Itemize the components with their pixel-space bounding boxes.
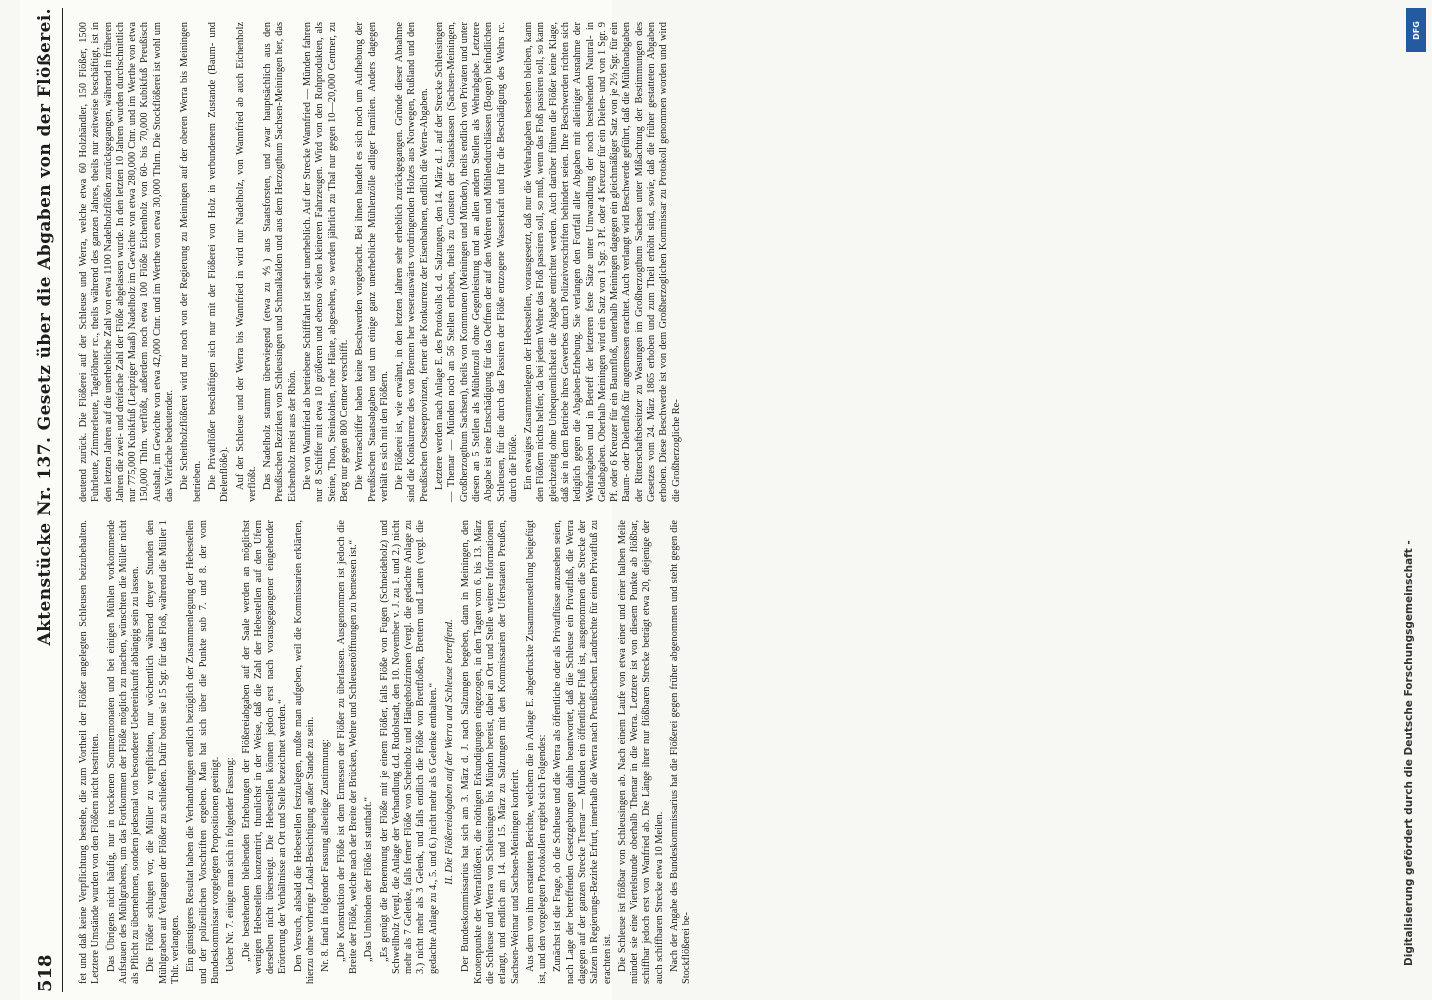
page-number: 518 [34, 954, 56, 992]
left-column-paragraph: Die Schleuse ist flößbar von Schleusingen ab. Nach einem Laufe von etwa einer und einer halben Meile mündet sie eine Viertelstunde oberhalb Themar in die Werra. Letztere ist von diesem Punkte ab flößbar, schiffbar jedoch erst von Wanfried ab. Die Länge ihrer nur flößbaren Strecke beträgt etwa 20, diejenige der auch schiffbaren Strecke etwa 10 Meilen. [616, 520, 665, 984]
right-column-paragraph: Die Scheitholzflößerei wird nur noch von der Regierung zu Meiningen auf der oberen Werra bis Meiningen betrieben. [179, 22, 203, 502]
digitization-credit [1398, 16, 1420, 966]
left-column-paragraph: Die Flößer schlugen vor, die Müller zu verpflichten, nur wöchentlich während dreyer Stunden den Mühlgraben auf Verlangen der Flößer zu schließen. Dafür boten sie 15 Sgr. für das Floß, während die Müller 1 Thlr. verlangten. [145, 520, 182, 984]
right-column-paragraph: Letztere werden nach Anlage E. des Protokolls d. d. Salzungen, den 14. März d. J. auf der Strecke Schleusingen — Themar — Münden noch an 56 Stellen erhoben, theils zu Gunsten der Staatskassen (Sachsen-Meiningen, Großherzogthum Sachsen), theils von Kommunen (Meiningen und Münden), theils endlich von Privaten und unter diesen an 5 Stellen als Mühlenzoll ohne Gegenleistung und an allen andern Stellen als Wehrabgabe. Letztere Abgabe ist eine Entschädigung für das Oeffnen der auf den Wehren und Mühlendurchlässen (Bogen) befindlichen Schleusen, für die durch das Passiren der Flöße entzogene Wasserkraft und für die Beschädigung des Wehrs rc. durch die Flöße. [434, 22, 519, 502]
right-column-paragraph: deutend zurück. Die Flößerei auf der Schleuse und Werra, welche etwa 60 Holzhändler, 150 Flößer, 1500 Fuhrleute, Zimmerleute, Tagelöhner rc., theils während des ganzen Jahres, theils nur zeitweise beschäftigt, ist in den letzten Jahren auf die unerhebliche Zahl von etwa 1100 Nadelholzflößen zurückgegangen, während in früheren Jahren die zwei- und dreifache Zahl der Flöße abgelassen wurde. In den letzten 10 Jahren wurden durchschnittlich nur 775,000 Kubikfuß (Leipziger Maaß) Nadelholz im Gewichte von etwa 280,000 Ctnr. und im Werthe von etwa 150,000 Thlrn. verflößt, außerdem noch etwa 100 Flöße Eichenholz von 60- bis 70,000 Kubikfuß Preußisch Aushalt, im Gewichte von etwa 42,000 Ctnr. und im Werthe von etwa 30,000 Thlrn. Die Stockflößerei ist wohl um das Vierfache bedeutender. [78, 22, 176, 502]
right-column-paragraph: Die von Wannfried ab betriebene Schifffahrt ist sehr unerheblich. Auf der Strecke Wannfried — Münden fahren nur 8 Schiffer mit etwa 10 größeren und ebenso vielen kleineren Fahrzeugen. Wird von den Rohprodukten, als Steine, Thon, Steinkohlen, rohe Häute, abgesehen, so werden jährlich zu Thal nur gegen 10—20,000 Centner, zu Berg nur gegen 800 Centner verschifft. [302, 22, 350, 502]
left-column-paragraph: „Die Konstruktion der Flöße ist dem Ermessen der Flößer zu überlassen. Ausgenommen ist jedoch die Breite der Flöße, welche nach der Breite der Brücken, Wehre und Schleusenöffnungen zu bemessen ist.“ [335, 520, 359, 974]
right-column-paragraph: Das Nadelholz stammt überwiegend (etwa zu ⅘) aus Staatsforsten, und zwar hauptsächlich aus den Preußischen Bezirken von Schleusingen und Schmalkalden und aus dem Herzogthum Sachsen-Meiningen her, das Eichenholz meist aus der Rhön. [262, 22, 298, 502]
text-column-right [78, 22, 682, 502]
left-column-paragraph: Der Bundeskommissarius hat sich am 3. März d. J. nach Salzungen begeben, dann in Meiningen, den Knotenpunkte der Werraflößerei, die nöthigen Erkundigungen eingezogen, in den Tagen vom 6. bis 13. März die Schleuse und Werra von Schleusingen bis Münden bereist, dabei an Ort und Stelle weitere Informationen erlangt, und endlich am 14. und 15. März zu Salzungen mit den Kommissarien der Uferstaaten Preußen, Sachsen-Weimar und Sachsen-Meiningen konferirt. [460, 520, 521, 984]
left-column-paragraph: Zunächst ist die Frage, ob die Schleuse und die Werra als öffentliche oder als Privatflüsse anzusehen seien, nach Lage der betreffenden Gesetzgebungen dahin beantwortet, daß die Schleuse ein Privatfluß, die Werra dagegen auf der ganzen Strecke Tremar — Münden ein öffentlicher Fluß ist, ausgenommen die Strecke der Salzen in Regierungs-Bezirke Erfurt, innerhalb die Werra nach Preußischem Landrechte für einen Privatfluß zu erachten ist. [552, 520, 613, 984]
left-column-paragraph: Nr. 8. fand in folgender Fassung allseitige Zustimmung: [320, 739, 332, 972]
right-column-paragraph: Die Privatflößer beschäftigen sich nur mit der Flößerei von Holz in verbundenem Zustande (Baum- und Dielenflöße). [206, 22, 231, 502]
right-column-paragraph: Auf der Schleuse und der Werra bis Wannfried in wird nur Nadelholz, von Wannfried ab auch Eichenholz verflößt. [234, 22, 258, 502]
left-column-paragraph: „Es genügt die Benennung der Flöße mit je einem Flößer, falls Flöße von Fugen (Schneideholz) und Schwellholz (vergl. die Anlage der Verhandlung d.d. Rudolstadt, den 10. November v. J. zu 1. und 2.) nicht mehr als 7 Gelenke, falls ferner Flöße von Scheitholz und Hängeholzrinnen (vergl. die gedachte Anlage zu 3.) nicht mehr als 3 Gelenk, und falls endlich die Flöße von Brettfloßen, Brettern und Latten (vergl. die gedachte Anlage zu 4., 5. und 6.) nicht mehr als 6 Gelenke enthalten.“ [378, 520, 439, 974]
right-column-paragraph: Die Flößerei ist, wie erwähnt, in den letzten Jahren sehr erheblich zurückgegangen. Gründe dieser Abnahme sind die Konkurrenz des von Bremen her weserauswärts vordringenden Holzes aus Norwegen, Rußland und den Preußischen Ostseeprovinzen, ferner die Konkurrenz der Eisenbahnen, endlich die Werra-Abgaben. [394, 22, 430, 502]
text-column-left [78, 520, 693, 984]
right-column-paragraph: Die Werraschiffer haben keine Beschwerden vorgebracht. Bei ihnen handelt es sich noch um Aufhebung der Preußischen Staatsabgaben und um einige ganz unerhebliche Mühlenzölle adliger Familien. Anders dagegen verhält es sich mit den Flößern. [354, 22, 390, 502]
left-column-paragraph: „Das Umbinden der Flöße ist statthaft.“ [363, 796, 375, 962]
document-page [20, 0, 693, 1000]
left-column-paragraph: Ueber Nr. 7. einigte man sich in folgender Fassung: [225, 757, 237, 972]
credit-text: Digitalisierung gefördert durch die Deutsche Forschungsgemeinschaft - [1403, 540, 1415, 966]
left-column-paragraph: II. Die Flößereiabgaben auf der Werra und Schleuse betreffend. [444, 619, 456, 885]
left-column-paragraph: Aus dem von ihm erstatteten Berichte, welchem die in Anlage E. abgedruckte Zusammenstellung beigefügt ist, und den vorgelegten Protokollen ergiebt sich Folgendes: [524, 520, 549, 984]
left-column-paragraph: Nach der Angabe des Bundeskommissarius hat die Flößerei gegen früher abgenommen und steht gegen die Stockflößerei be- [669, 520, 693, 984]
right-column-paragraph: Ein etwaiges Zusammenlegen der Hebestellen, vorausgesetzt, daß nur die Wehrabgaben bestehen bleiben, kann den Flößern nichts helfen; da bei jedem Wehre das Floß passiren soll, so muß, wenn das Floß passiren soll, so kann gleichzeitig ohne Unbequemlichkeit die Abgabe entrichtet werden. Auch darüber führen die Flößer keine Klage, daß sie in dem Betriebe ihres Gewerbes durch Polizeivorschriften behindert seien. Ihre Beschwerden richten sich lediglich gegen die Abgaben-Erhebung. Sie verlangen den Fortfall aller Abgaben mit alleiniger Ausnahme der Wehrabgaben und in Betreff der letzteren feste Sätze unter Umwandlung der noch bestehenden Natural- in Geldabgaben. Oberhalb Meiningen wird ein Satz von 1 Sgr. 3 Pf. oder 4 Kreuzer für ein Dielen- und von 1 Sgr. 9 Pf. oder 6 Kreuzer für ein Baumfloß, unterhalb Meiningen dagegen ein gleichmäßiger Satz von je 2½ Sgr. für ein Baum- oder Dielenfloß für angemessen erachtet. Auch verlangt wird Beschwerde geführt, daß die Mühlenabgaben der Ritterschaftsbesitzer zu Wasungen im Großherzogthum Sachsen unter Mißachtung der Bestimmungen des Gesetzes vom 24. März 1865 erhoben und zum Theil erhöht sind, sowie, daß die früher gestatteten Abgaben erhoben. Diese Beschwerde ist von dem Großherzoglichen Kommissar zu Protokoll genommen worden und wird die Großherzogliche Re- [523, 22, 682, 502]
left-column-paragraph: „Die bestehenden bleibenden Erhebungen der Flößereiabgaben auf der Saale werden an möglichst wenigen Hebestellen konzentrirt, thunlichst in der Weise, daß die Zahl der Hebestellen auf den Ufern derselben nicht übersteigt. Die Hebestellen können jedoch erst nach vorausgegangener eingehender Erörterung der Verhältnisse an Ort und Stelle bezeichnet werden.“ [240, 520, 289, 974]
left-column-paragraph: Das Übrigens nicht häufig, nur in trockenen Sommermonaten und bei einigen Mühlen vorkommende Aufstauen des Mühlgrabens, um das Fortkommen der Flöße möglich zu machen, wünschten die Müller nicht als Pflicht zu übernehmen, sondern jedesmal von besonderer Uebereinkunft abhängig sein zu lassen. [105, 520, 142, 984]
left-column-paragraph: fet und daß keine Verpflichtung bestehe, die zum Vortheil der Flößer angelegten Schleusen beizubehalten. Letztere Umstände wurden von den Flößern nicht bestritten. [78, 520, 102, 984]
dfg-logo: DFG [1406, 8, 1426, 52]
left-column-paragraph: Den Versuch, alsbald die Hebestellen festzulegen, mußte man aufgeben, weil die Kommissarien erklärten, hierzu ohne vorherige Lokal-Besichtigung außer Stande zu sein. [292, 520, 317, 984]
page-header [28, 8, 63, 992]
left-column-paragraph: Ein günstigeres Resultat haben die Verhandlungen endlich bezüglich der Zusammenlegung der Hebestellen und der polizeilichen Vorschriften ergeben. Man hat sich über die Punkte sub 7. und 8. der vom Bundeskommissar vorgelegten Propositionen geeinigt. [185, 520, 221, 984]
page-title: Aktenstücke Nr. 137. Gesetz über die Abgaben von der Flößerei. [35, 8, 55, 646]
